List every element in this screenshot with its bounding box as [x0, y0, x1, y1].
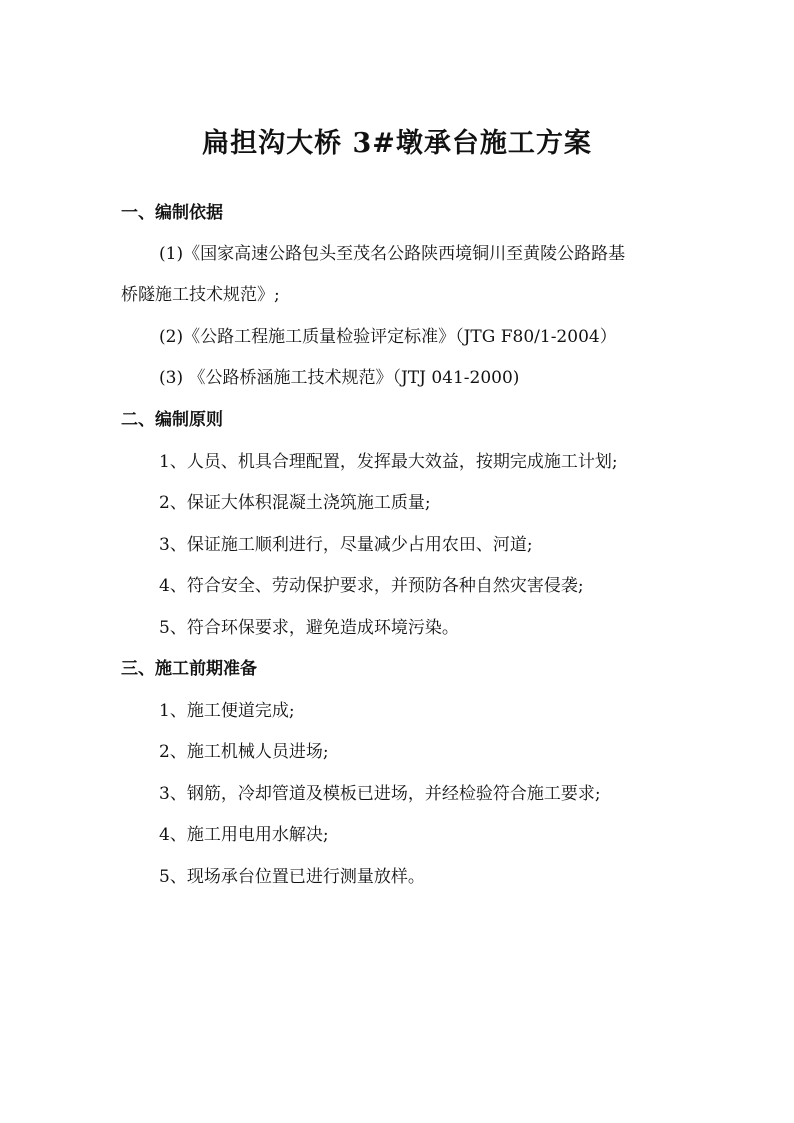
principle-item-5: 5、符合环保要求，避免造成环境污染。 — [159, 618, 459, 638]
basis-item-1-continued: 桥隧施工技术规范》; — [121, 285, 280, 305]
basis-item-2: (2)《公路工程施工质量检验评定标准》（JTG F80/1-2004） — [159, 327, 617, 347]
preparation-item-5: 5、现场承台位置已进行测量放样。 — [159, 867, 425, 887]
principle-item-4: 4、符合安全、劳动保护要求，并预防各种自然灾害侵袭; — [159, 576, 584, 596]
document-title: 扁担沟大桥 3#墩承台施工方案 — [202, 128, 592, 159]
preparation-item-1: 1、施工便道完成; — [159, 701, 295, 721]
preparation-item-4: 4、施工用电用水解决; — [159, 825, 329, 845]
basis-item-1: (1)《国家高速公路包头至茂名公路陕西境铜川至黄陵公路路基 — [159, 244, 626, 264]
section-heading-preparation: 三、施工前期准备 — [121, 659, 257, 679]
principle-item-3: 3、保证施工顺利进行，尽量减少占用农田、河道; — [159, 535, 533, 555]
preparation-item-3: 3、钢筋，冷却管道及模板已进场，并经检验符合施工要求; — [159, 784, 601, 804]
preparation-item-2: 2、施工机械人员进场; — [159, 742, 329, 762]
section-heading-principles: 二、编制原则 — [121, 410, 223, 430]
principle-item-1: 1、人员、机具合理配置，发挥最大效益，按期完成施工计划; — [159, 452, 618, 472]
principle-item-2: 2、保证大体积混凝土浇筑施工质量; — [159, 493, 431, 513]
basis-item-3: (3) 《公路桥涵施工技术规范》（JTJ 041-2000) — [159, 368, 520, 388]
section-heading-basis: 一、编制依据 — [121, 203, 223, 223]
